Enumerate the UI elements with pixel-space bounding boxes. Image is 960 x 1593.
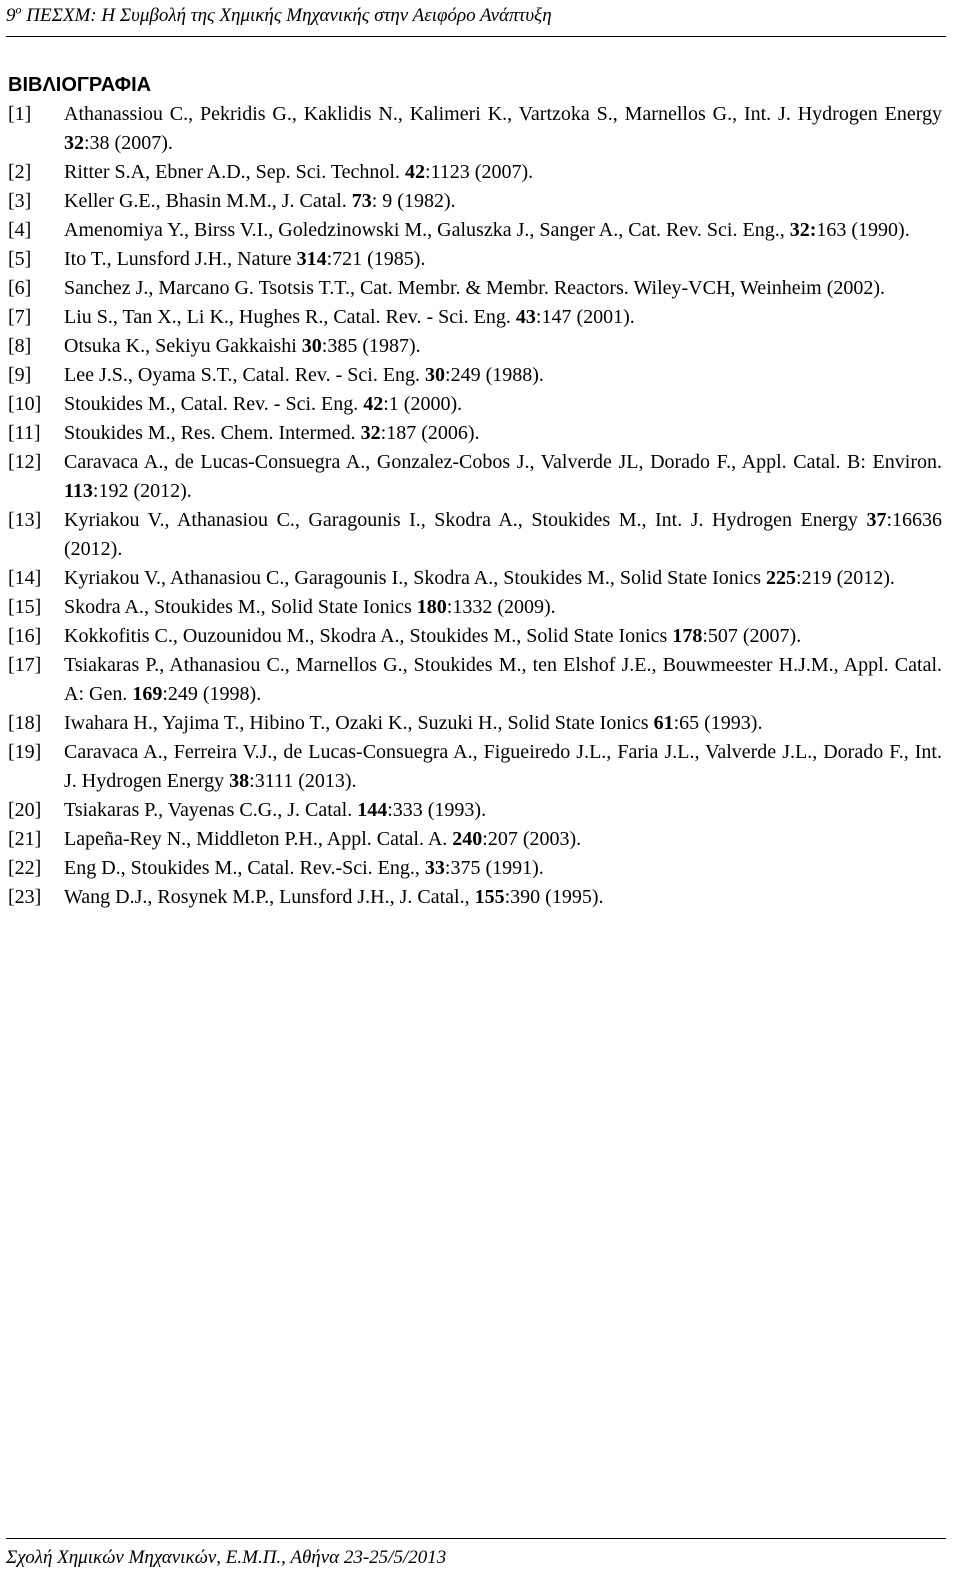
- reference-item: [8, 448, 942, 506]
- reference-text: Sanchez J., Marcano G. Tsotsis T.T., Cat. Membr. & Membr. Reactors. Wiley-VCH, Weinheim (2002).: [64, 277, 886, 299]
- reference-pages-year: :147 (2001).: [535, 306, 635, 328]
- reference-text: Wang D.J., Rosynek M.P., Lunsford J.H., J. Catal.,: [64, 886, 475, 908]
- reference-item: [8, 361, 942, 390]
- reference-volume: 180: [416, 596, 447, 618]
- reference-item: [8, 854, 942, 883]
- reference-volume: 30: [425, 364, 446, 386]
- reference-number: [17]: [8, 654, 42, 676]
- reference-number: [13]: [8, 509, 42, 531]
- reference-text: Ito T., Lunsford J.H., Nature: [64, 248, 297, 270]
- page-header: [6, 4, 950, 28]
- reference-text: Kokkofitis C., Ouzounidou M., Skodra A., Stoukides M., Solid State Ionics: [64, 625, 673, 647]
- reference-number: [6]: [8, 277, 32, 299]
- reference-text: Otsuka K., Sekiyu Gakkaishi: [64, 335, 302, 357]
- reference-list: [8, 100, 942, 912]
- reference-text: Ritter S.A, Ebner A.D., Sep. Sci. Technol.: [64, 161, 405, 183]
- reference-volume: 30: [301, 335, 322, 357]
- reference-item: [8, 100, 942, 158]
- reference-pages-year: :375 (1991).: [444, 857, 544, 879]
- reference-pages-year: :721 (1985).: [326, 248, 426, 270]
- reference-pages-year: :333 (1993).: [387, 799, 487, 821]
- footer-rule: [6, 1538, 946, 1539]
- reference-item: [8, 506, 942, 564]
- reference-number: [20]: [8, 799, 42, 821]
- reference-number: [11]: [8, 422, 41, 444]
- reference-volume: 32:: [789, 219, 817, 241]
- reference-item: [8, 709, 942, 738]
- reference-number: [14]: [8, 567, 42, 589]
- header-rule: [6, 36, 946, 37]
- reference-volume: 61: [653, 712, 674, 734]
- reference-item: [8, 796, 942, 825]
- reference-volume: 32: [360, 422, 381, 444]
- reference-volume: 32: [64, 132, 84, 154]
- reference-item: [8, 593, 942, 622]
- reference-volume: 314: [296, 248, 327, 270]
- header-title: ΠΕΣΧΜ: Η Συμβολή της Χημικής Μηχανικής στην Αειφόρο Ανάπτυξη: [21, 5, 552, 26]
- reference-item: [8, 564, 942, 593]
- reference-volume: 33: [424, 857, 445, 879]
- reference-item: [8, 303, 942, 332]
- reference-text: Tsiakaras P., Athanasiou C., Marnellos G., Stoukides M., ten Elshof J.E., Bouwmeester H.J.M., Appl. Catal. A: Gen.: [64, 654, 942, 705]
- reference-text: Amenomiya Y., Birss V.I., Goledzinowski M., Galuszka J., Sanger A., Cat. Rev. Sci. Eng.,: [64, 219, 790, 241]
- reference-item: [8, 187, 942, 216]
- page-footer: Σχολή Χημικών Μηχανικών, Ε.Μ.Π., Αθήνα 23-25/5/2013: [6, 1547, 447, 1568]
- reference-text: Lee J.S., Oyama S.T., Catal. Rev. - Sci. Eng.: [64, 364, 426, 386]
- reference-pages-year: :192 (2012).: [92, 480, 192, 502]
- reference-number: [16]: [8, 625, 42, 647]
- reference-text: Athanassiou C., Pekridis G., Kaklidis N., Kalimeri K., Vartzoka S., Marnellos G., Int. J. Hydrogen Energy: [64, 103, 942, 125]
- reference-number: [19]: [8, 741, 42, 763]
- reference-volume: 42: [363, 393, 384, 415]
- reference-number: [23]: [8, 886, 42, 908]
- reference-volume: 42: [404, 161, 425, 183]
- reference-volume: 169: [132, 683, 163, 705]
- reference-pages-year: :1 (2000).: [383, 393, 463, 415]
- reference-item: [8, 419, 942, 448]
- reference-item: [8, 738, 942, 796]
- reference-pages-year: :207 (2003).: [482, 828, 582, 850]
- reference-number: [22]: [8, 857, 42, 879]
- reference-item: [8, 622, 942, 651]
- reference-number: [4]: [8, 219, 32, 241]
- reference-pages-year: :249 (1998).: [162, 683, 262, 705]
- reference-item: [8, 274, 942, 303]
- reference-pages-year: 163 (1990).: [816, 219, 910, 241]
- reference-pages-year: :1123 (2007).: [424, 161, 534, 183]
- reference-text: Stoukides M., Res. Chem. Intermed.: [64, 422, 361, 444]
- reference-number: [21]: [8, 828, 42, 850]
- reference-volume: 178: [672, 625, 703, 647]
- reference-volume: 43: [515, 306, 536, 328]
- reference-number: [5]: [8, 248, 32, 270]
- reference-volume: 144: [357, 799, 388, 821]
- reference-text: Stoukides M., Catal. Rev. - Sci. Eng.: [64, 393, 364, 415]
- reference-item: [8, 332, 942, 361]
- reference-item: [8, 245, 942, 274]
- reference-item: [8, 883, 942, 912]
- reference-pages-year: :187 (2006).: [380, 422, 480, 444]
- reference-item: [8, 158, 942, 187]
- reference-number: [1]: [8, 103, 32, 125]
- reference-text: Kyriakou V., Athanasiou C., Garagounis I., Skodra A., Stoukides M., Int. J. Hydrogen Energy: [64, 509, 867, 531]
- reference-number: [18]: [8, 712, 42, 734]
- reference-pages-year: :249 (1988).: [445, 364, 544, 386]
- reference-pages-year: :65 (1993).: [673, 712, 763, 734]
- section-title: ΒΙΒΛΙΟΓΡΑΦΙΑ: [8, 74, 152, 96]
- reference-pages-year: :1332 (2009).: [446, 596, 556, 618]
- reference-volume: 155: [474, 886, 505, 908]
- reference-item: [8, 216, 942, 245]
- reference-number: [8]: [8, 335, 32, 357]
- reference-pages-year: :38 (2007).: [84, 132, 173, 154]
- reference-pages-year: : 9 (1982).: [371, 190, 456, 212]
- reference-text: Caravaca A., de Lucas-Consuegra A., Gonzalez-Cobos J., Valverde JL, Dorado F., Appl. Catal. B: Environ.: [64, 451, 942, 473]
- reference-volume: 73: [351, 190, 372, 212]
- reference-text: Tsiakaras P., Vayenas C.G., J. Catal.: [64, 799, 358, 821]
- reference-pages-year: :16636 (2012).: [64, 509, 942, 560]
- reference-text: Iwahara H., Yajima T., Hibino T., Ozaki K., Suzuki H., Solid State Ionics: [64, 712, 654, 734]
- reference-text: Keller G.E., Bhasin M.M., J. Catal.: [64, 190, 352, 212]
- reference-pages-year: :385 (1987).: [321, 335, 421, 357]
- reference-item: [8, 651, 942, 709]
- reference-volume: 225: [766, 567, 797, 589]
- reference-volume: 240: [452, 828, 483, 850]
- reference-text: Liu S., Tan X., Li K., Hughes R., Catal. Rev. - Sci. Eng.: [64, 306, 516, 328]
- reference-number: [7]: [8, 306, 32, 328]
- reference-volume: 113: [64, 480, 93, 502]
- reference-pages-year: :3111 (2013).: [249, 770, 357, 792]
- reference-text: Skodra A., Stoukides M., Solid State Ionics: [64, 596, 417, 618]
- reference-text: Caravaca A., Ferreira V.J., de Lucas-Consuegra A., Figueiredo J.L., Faria J.L., Valverde J.L., Dorado F., Int. J. Hydrogen Energy: [64, 741, 942, 792]
- reference-item: [8, 390, 942, 419]
- reference-volume: 37: [866, 509, 887, 531]
- reference-text: Eng D., Stoukides M., Catal. Rev.-Sci. Eng.,: [64, 857, 425, 879]
- reference-number: [9]: [8, 364, 32, 386]
- reference-number: [12]: [8, 451, 42, 473]
- reference-text: Lapeña-Rey N., Middleton P.H., Appl. Catal. A.: [64, 828, 453, 850]
- reference-item: [8, 825, 942, 854]
- reference-number: [2]: [8, 161, 32, 183]
- header-ordinal: 9: [6, 5, 16, 26]
- reference-number: [3]: [8, 190, 32, 212]
- reference-number: [10]: [8, 393, 42, 415]
- reference-pages-year: :390 (1995).: [504, 886, 604, 908]
- reference-pages-year: :507 (2007).: [702, 625, 802, 647]
- reference-volume: 38: [229, 770, 250, 792]
- header-ordinal-suffix: ο: [15, 2, 22, 17]
- reference-pages-year: :219 (2012).: [796, 567, 895, 589]
- reference-number: [15]: [8, 596, 42, 618]
- reference-text: Kyriakou V., Athanasiou C., Garagounis I., Skodra A., Stoukides M., Solid State Ionics: [64, 567, 767, 589]
